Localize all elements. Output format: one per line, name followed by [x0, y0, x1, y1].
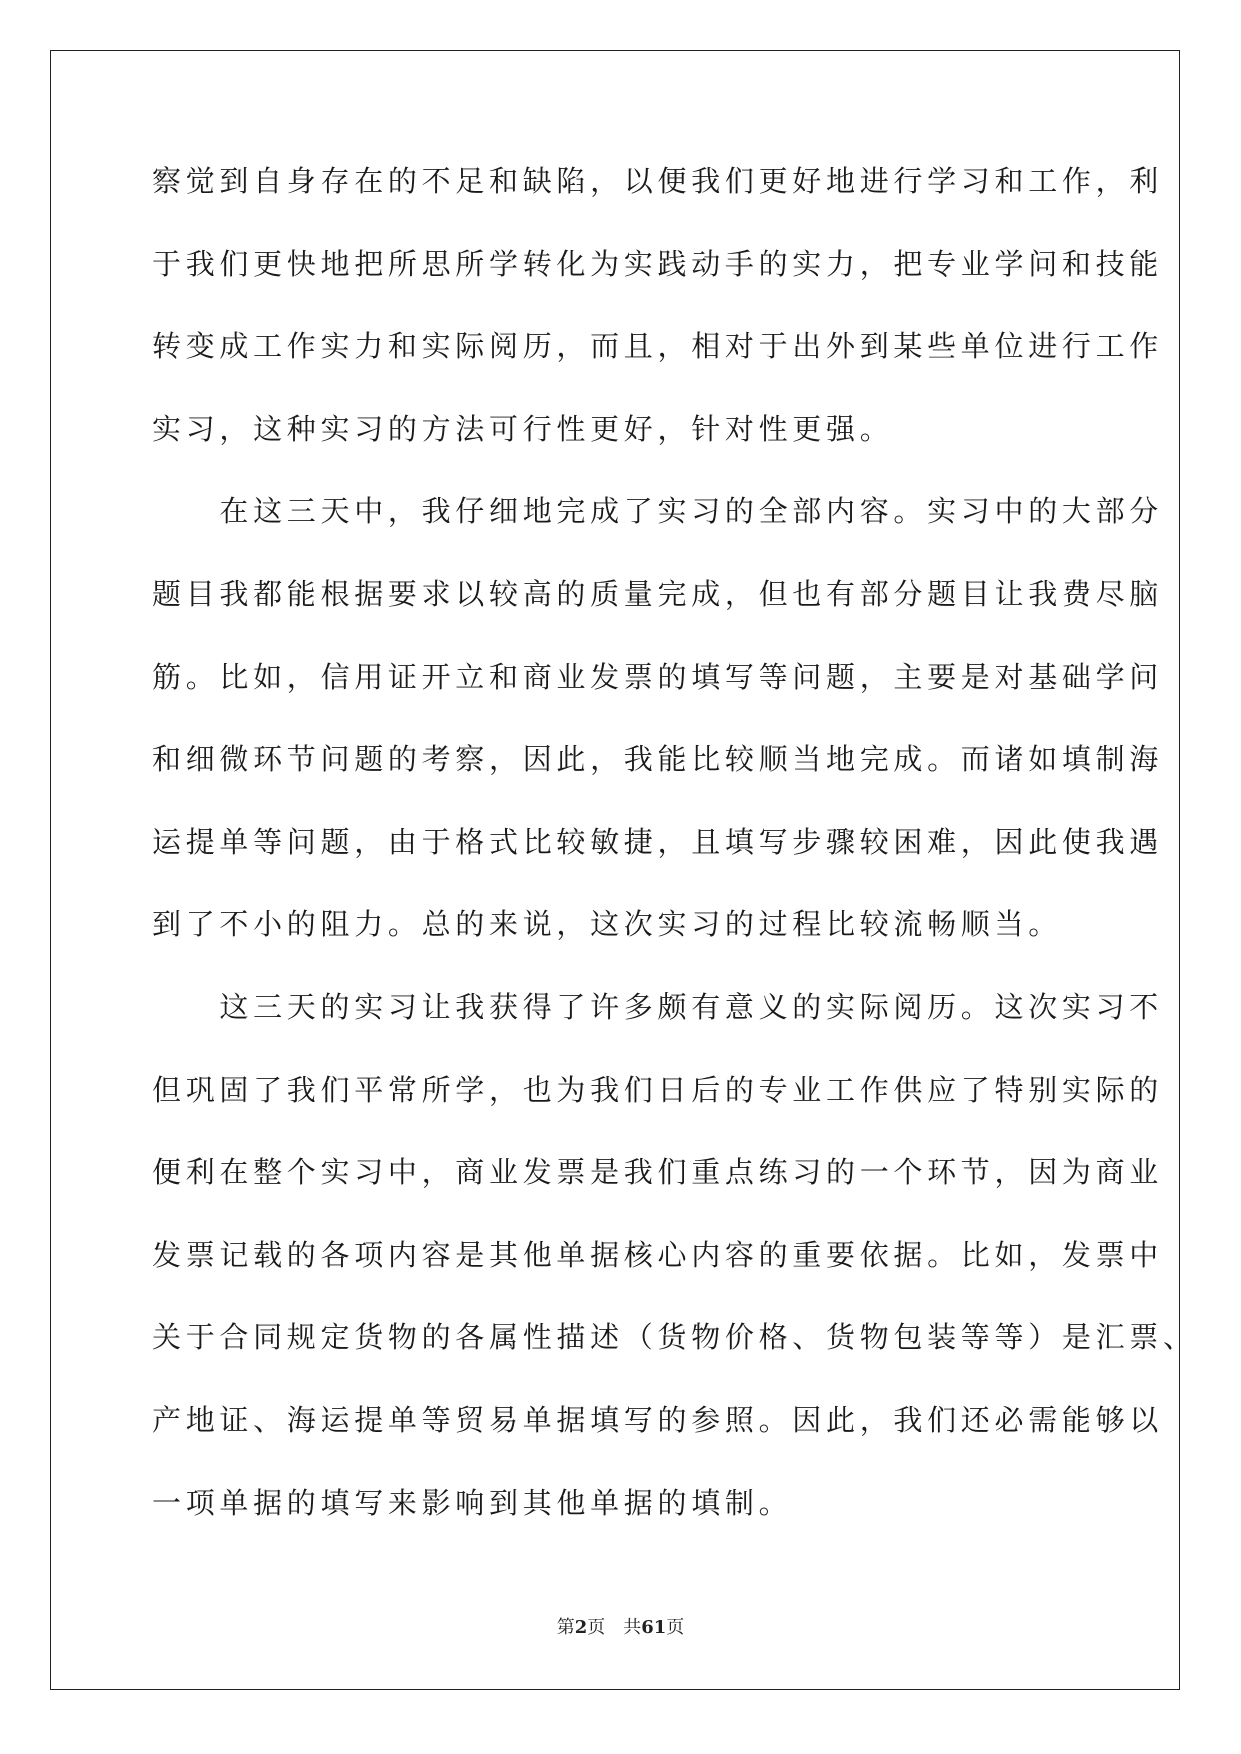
text-line: 发票记载的各项内容是其他单据核心内容的重要依据。比如，发票中 [152, 1237, 1164, 1272]
page-footer [0, 1613, 1241, 1639]
text-line: 和细微环节问题的考察，因此，我能比较顺当地完成。而诸如填制海 [152, 742, 1164, 777]
text-line: 运提单等问题，由于格式比较敏捷，且填写步骤较困难，因此使我遇 [152, 824, 1164, 859]
text-line: 到了不小的阻力。总的来说，这次实习的过程比较流畅顺当。 [152, 907, 1062, 942]
text-line: 筋。比如，信用证开立和商业发票的填写等问题，主要是对基础学问 [152, 659, 1164, 694]
text-line: 但巩固了我们平常所学，也为我们日后的专业工作供应了特别实际的 [152, 1072, 1164, 1107]
total-prefix: 共 [623, 1617, 642, 1638]
text-line: 产地证、海运提单等贸易单据填写的参照。因此，我们还必需能够以 [152, 1402, 1164, 1437]
text-line: 在这三天中，我仔细地完成了实习的全部内容。实习中的大部分 [152, 494, 1164, 529]
page-suffix: 页 [587, 1617, 606, 1638]
total-pages: 61 [641, 1617, 667, 1638]
text-line: 便利在整个实习中，商业发票是我们重点练习的一个环节，因为商业 [152, 1155, 1164, 1190]
text-line: 察觉到自身存在的不足和缺陷，以便我们更好地进行学习和工作，利 [152, 164, 1164, 198]
body-text [152, 155, 1197, 1559]
text-line: 转变成工作实力和实际阅历，而且，相对于出外到某些单位进行工作 [152, 329, 1164, 364]
text-line: 题目我都能根据要求以较高的质量完成，但也有部分题目让我费尽脑 [152, 576, 1164, 611]
text-line: 关于合同规定货物的各属性描述（货物价格、货物包装等等）是汇票、 [152, 1320, 1197, 1355]
text-line: 实习，这种实习的方法可行性更好，针对性更强。 [152, 411, 894, 446]
text-line: 这三天的实习让我获得了许多颇有意义的实际阅历。这次实习不 [152, 989, 1164, 1024]
text-line: 于我们更快地把所思所学转化为实践动手的实力，把专业学问和技能 [152, 246, 1164, 281]
text-line: 一项单据的填写来影响到其他单据的填制。 [152, 1485, 793, 1520]
page-prefix: 第 [556, 1617, 575, 1638]
page-number: 2 [574, 1617, 588, 1638]
total-suffix: 页 [666, 1617, 685, 1638]
